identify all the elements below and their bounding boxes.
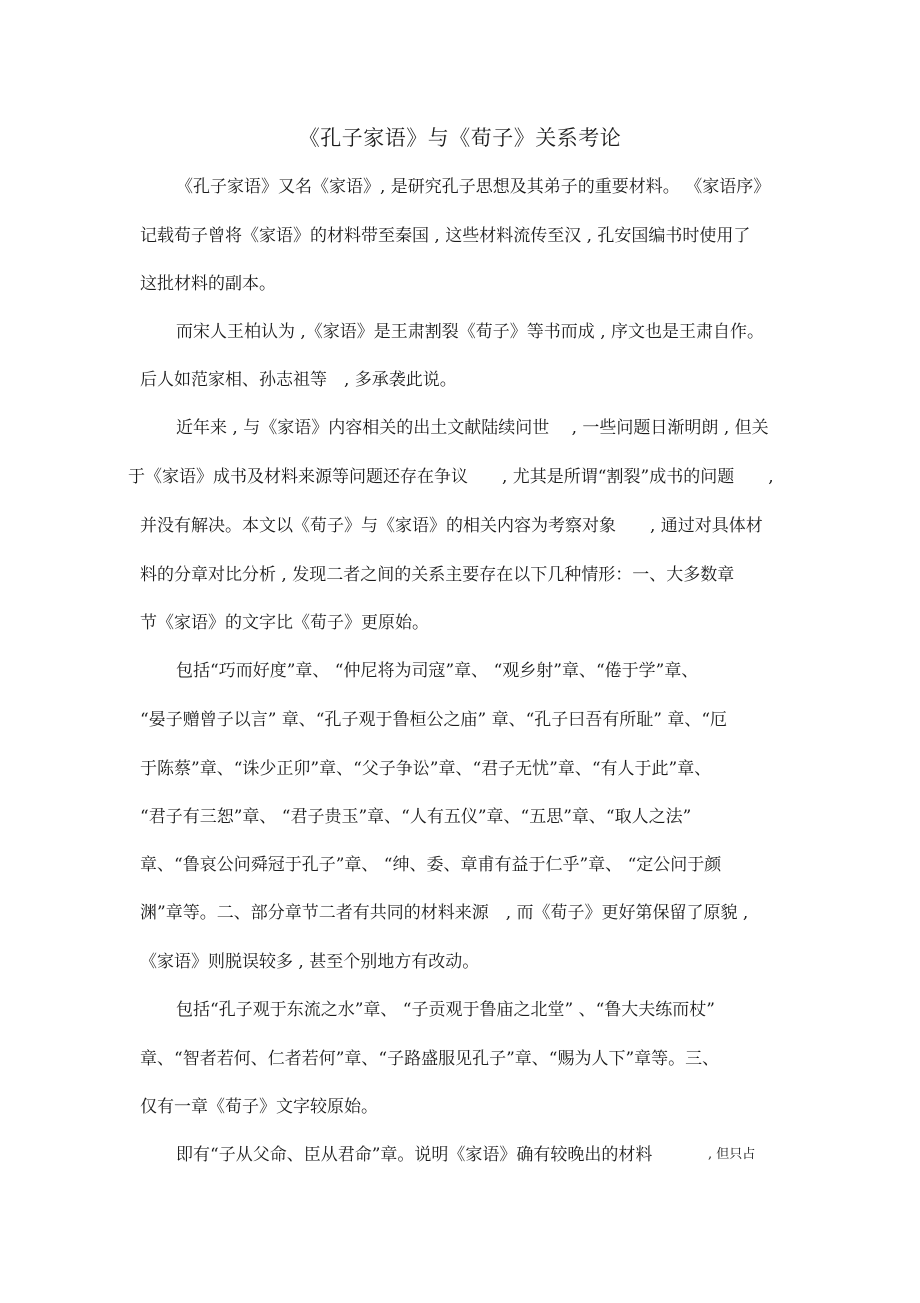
paragraph-4-line-6: 渊”章等。二、部分章节二者有共同的材料来源 , 而《荀子》更好第保留了原貌 ,: [140, 903, 749, 923]
paragraph-1-line-1: 《孔子家语》又名《家语》, 是研究孔子思想及其弟子的重要材料。 《家语序》: [176, 177, 771, 197]
paragraph-4-line-2: “晏子赠曾子以言” 章、“孔子观于鲁桓公之庙” 章、“孔子曰吾有所耻” 章、“厄: [140, 710, 728, 730]
paragraph-4-line-5: 章、“鲁哀公问舜冠于孔子”章、 “绅、委、章甫有益于仁乎”章、 “定公问于颜: [140, 855, 722, 875]
paragraph-1-line-3: 这批材料的副本。: [140, 274, 276, 294]
paragraph-4-line-4: “君子有三恕”章、 “君子贵玉”章、“人有五仪”章、“五思”章、“取人之法”: [140, 807, 692, 827]
paragraph-3-line-5: 节《家语》的文字比《荀子》更原始。: [140, 613, 429, 633]
paragraph-5-line-3: 仅有一章《荀子》文字较原始。: [140, 1097, 378, 1117]
paragraph-1-line-2: 记载荀子曾将《家语》的材料带至秦国 , 这些材料流传至汉 , 孔安国编书时使用了: [140, 226, 751, 246]
paragraph-2-line-2: 后人如范家相、孙志祖等 , 多承袭此说。: [140, 370, 457, 390]
paragraph-3-line-3: 并没有解决。本文以《荀子》与《家语》的相关内容为考察对象 , 通过对具体材: [140, 516, 763, 536]
paragraph-4-line-3: 于陈蔡”章、“诛少正卯”章、“父子争讼”章、“君子无忧”章、“有人于此”章、: [140, 759, 712, 779]
paragraph-5-line-2: 章、“智者若何、仁者若何”章、“子路盛服见孔子”章、“赐为人下”章等。三、: [140, 1049, 720, 1069]
paragraph-6-line-1-tail: , 但只占: [708, 1147, 756, 1162]
paragraph-4-line-1: 包括“巧而好度”章、 “仲尼将为司寇”章、 “观乡射”章、“倦于学”章、: [176, 661, 699, 681]
paragraph-2-line-1: 而宋人王柏认为 ,《家语》是王肃割裂《荀子》等书而成 , 序文也是王肃自作。: [176, 322, 765, 342]
paragraph-6-line-1: 即有“子从父命、臣从君命”章。说明《家语》确有较晚出的材料: [176, 1145, 653, 1165]
paragraph-4-line-7: 《家语》则脱误较多 , 甚至个别地方有改动。: [140, 952, 480, 972]
paragraph-5-line-1: 包括“孔子观于东流之水”章、 “子贡观于鲁庙之北堂” 、“鲁大夫练而杖”: [176, 1000, 715, 1020]
document-title: 《孔子家语》与《荀子》关系考论: [298, 126, 622, 150]
paragraph-3-line-4: 料的分章对比分析 , 发现二者之间的关系主要存在以下几种情形：一、大多数章: [140, 565, 735, 585]
paragraph-3-line-2: 于《家语》成书及材料来源等问题还存在争议 , 尤其是所谓“割裂”成书的问题 ,: [128, 467, 774, 487]
paragraph-3-line-1: 近年来 , 与《家语》内容相关的出土文献陆续问世 , 一些问题日渐明朗 , 但关: [176, 418, 769, 438]
